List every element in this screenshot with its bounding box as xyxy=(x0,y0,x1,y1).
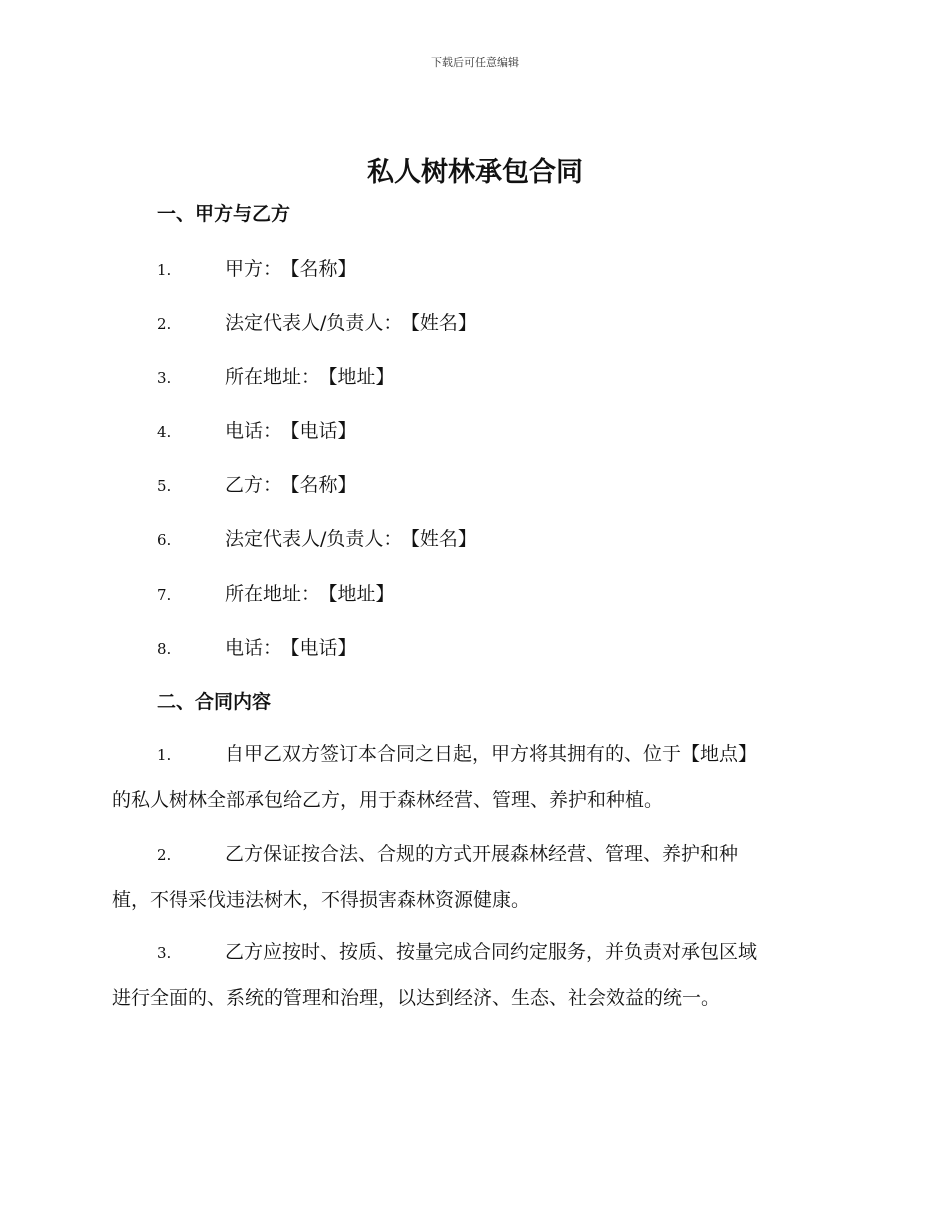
clause-number: 2. xyxy=(157,846,172,864)
clause-first-line xyxy=(112,930,838,976)
document-title: 私人树林承包合同 xyxy=(367,157,583,188)
clause-text-line1: 乙方保证按合法、合规的方式开展森林经营、管理、养护和种 xyxy=(225,843,739,865)
contract-clause xyxy=(112,732,838,823)
clause-number: 3. xyxy=(157,944,172,962)
party-item xyxy=(157,416,357,446)
item-value: 【地址】 xyxy=(328,583,395,605)
clause-text-line1: 自甲乙双方签订本合同之日起，甲方将其拥有的、位于【地点】 xyxy=(225,743,758,765)
item-value: 【名称】 xyxy=(290,474,357,496)
party-item xyxy=(157,470,357,500)
item-label: 法定代表人/负责人： xyxy=(225,312,403,334)
clause-first-line xyxy=(112,732,838,778)
item-number: 4. xyxy=(157,423,172,441)
clause-text-line2: 的私人树林全部承包给乙方，用于森林经营、管理、养护和种植。 xyxy=(112,789,664,811)
party-item xyxy=(157,524,477,554)
item-label: 电话： xyxy=(225,637,283,659)
party-item xyxy=(157,633,357,663)
item-value: 【姓名】 xyxy=(410,528,477,550)
item-label: 乙方： xyxy=(225,474,283,496)
item-label: 法定代表人/负责人： xyxy=(225,528,403,550)
item-value: 【电话】 xyxy=(290,420,357,442)
item-label: 电话： xyxy=(225,420,283,442)
section-heading-contract-content: 二、合同内容 xyxy=(157,691,272,713)
item-value: 【姓名】 xyxy=(410,312,477,334)
section-heading-parties: 一、甲方与乙方 xyxy=(157,203,291,225)
clause-number: 1. xyxy=(157,746,172,764)
item-value: 【名称】 xyxy=(290,258,357,280)
party-item xyxy=(157,254,357,284)
header-note: 下载后可任意编辑 xyxy=(431,56,519,69)
item-number: 1. xyxy=(157,261,172,279)
party-item xyxy=(157,308,477,338)
clause-text-line2: 植，不得采伐违法树木，不得损害森林资源健康。 xyxy=(112,889,531,911)
item-number: 5. xyxy=(157,477,172,495)
item-number: 3. xyxy=(157,369,172,387)
party-item xyxy=(157,362,395,392)
clause-text-line1: 乙方应按时、按质、按量完成合同约定服务，并负责对承包区域 xyxy=(225,941,758,963)
item-label: 甲方： xyxy=(225,258,283,280)
item-label: 所在地址： xyxy=(225,583,321,605)
item-label: 所在地址： xyxy=(225,366,321,388)
item-number: 2. xyxy=(157,315,172,333)
item-number: 6. xyxy=(157,531,172,549)
party-item xyxy=(157,579,395,609)
item-value: 【电话】 xyxy=(290,637,357,659)
clause-first-line xyxy=(112,832,838,878)
clause-text-line2: 进行全面的、系统的管理和治理，以达到经济、生态、社会效益的统一。 xyxy=(112,987,721,1009)
item-value: 【地址】 xyxy=(328,366,395,388)
contract-clause xyxy=(112,930,838,1021)
item-number: 8. xyxy=(157,640,172,658)
item-number: 7. xyxy=(157,586,172,604)
contract-clause xyxy=(112,832,838,923)
